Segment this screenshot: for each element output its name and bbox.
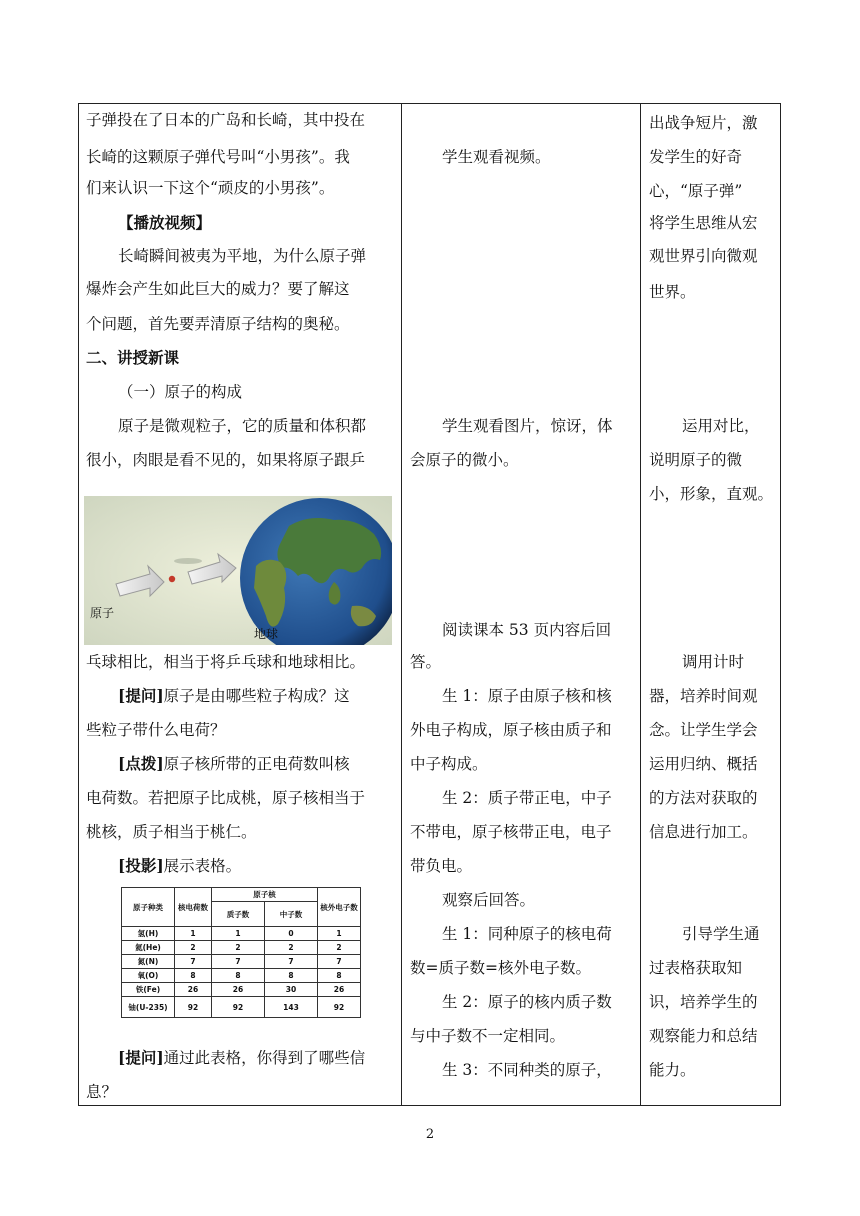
tag-projection: [投影] [118,856,164,875]
column-divider-2 [640,103,641,1106]
text-line: 们来认识一下这个“顽皮的小男孩”。 [86,179,335,197]
text-line: 运用归纳、概括 [649,755,758,773]
text-line: 生 1：同种原子的核电荷 [442,925,612,943]
text-line: 能力。 [649,1061,696,1079]
text-line: 带负电。 [410,857,473,875]
text-line: 个问题，首先要弄清原子结构的奥秘。 [86,315,350,333]
text-line: 学生观看视频。 [442,148,551,166]
table-header: 核外电子数 [318,888,361,927]
table-header: 原子种类 [122,888,175,927]
table-header: 原子核 [212,888,318,902]
section-heading: 二、讲授新课 [86,348,180,367]
text-line: 数=质子数=核外电子数。 [410,959,591,977]
text-line: 生 1：原子由原子核和核 [442,687,612,705]
table-subheader: 中子数 [265,902,318,927]
table-row: 氮(N) 7 7 7 7 [122,955,361,969]
text-line: 调用计时 [682,653,745,671]
text-line: 会原子的微小。 [410,451,519,469]
text-line: 与中子数不一定相同。 [410,1027,566,1045]
text-line: 长崎瞬间被夷为平地，为什么原子弹 [118,247,367,265]
text-line: 生 2：原子的核内质子数 [442,993,612,1011]
text-line: 出战争短片，激 [649,114,758,132]
table-row: 铀(U-235) 92 92 143 92 [122,997,361,1018]
text-line: 乓球相比，相当于将乒乓球和地球相比。 [86,653,366,671]
tag-question: [提问] [118,1048,164,1067]
text-line: 运用对比， [682,417,760,435]
earth-label: 地球 [254,627,279,641]
text-line: 阅读课本 53 页内容后回 [442,621,612,639]
table-row: 铁(Fe) 26 26 30 26 [122,983,361,997]
text-line: 识，培养学生的 [649,993,758,1011]
text-line: [提问]原子是由哪些粒子构成？这 [118,686,350,705]
section-tag-play-video: 【播放视频】 [118,213,212,232]
text-line: [提问]通过此表格，你得到了哪些信 [118,1048,366,1067]
text-line: 些粒子带什么电荷？ [86,721,226,739]
text-line: 世界。 [649,283,696,301]
column-divider-1 [401,103,402,1106]
text-line: 学生观看图片，惊讶，体 [442,417,613,435]
text-line: 答。 [410,653,442,671]
text-line: 的方法对获取的 [649,789,758,807]
table-row: 氢(H) 1 1 0 1 [122,927,361,941]
text-line: 很小，肉眼是看不见的，如果将原子跟乒 [86,451,366,469]
text-line: 信息进行加工。 [649,823,758,841]
table-header: 核电荷数 [175,888,212,927]
atom-earth-illustration [84,496,392,645]
text-line: 说明原子的微 [649,451,743,469]
text-line: 爆炸会产生如此巨大的威力？要了解这 [86,280,350,298]
text-line: 引导学生通 [682,925,760,943]
text-line: 念。让学生学会 [649,721,758,739]
table-row: 氦(He) 2 2 2 2 [122,941,361,955]
text-line: 原子是微观粒子，它的质量和体积都 [118,417,367,435]
table-subheader: 质子数 [212,902,265,927]
tag-hint: [点拨] [118,754,164,773]
text-line: 不带电，原子核带正电，电子 [410,823,612,841]
atom-composition-table [121,887,361,1018]
text-line: 电荷数。若把原子比成桃，原子核相当于 [86,789,366,807]
atom-label: 原子 [90,606,115,620]
text-line: [点拨]原子核所带的正电荷数叫核 [118,754,350,773]
text-line: 生 3：不同种类的原子， [442,1061,612,1079]
atom-earth-figure [84,496,392,645]
text-line: [投影]展示表格。 [118,856,242,875]
text-line: 外电子构成，原子核由质子和 [410,721,612,739]
atom-dot [169,576,175,582]
text-line: 中子构成。 [410,755,488,773]
text-line: 观世界引向微观 [649,247,758,265]
text-line: 小，形象，直观。 [649,485,774,503]
text-line: 将学生思维从宏 [649,214,758,232]
text-line: 桃核，质子相当于桃仁。 [86,823,257,841]
text-line: 子弹投在了日本的广岛和长崎，其中投在 [86,111,366,129]
text-line: 观察能力和总结 [649,1027,758,1045]
text-line: 长崎的这颗原子弹代号叫“小男孩”。我 [86,148,350,166]
table-row: 氧(O) 8 8 8 8 [122,969,361,983]
text-line: 过表格获取知 [649,959,743,977]
text-line: 观察后回答。 [442,891,536,909]
text-line: 发学生的好奇 [649,148,743,166]
tag-question: [提问] [118,686,164,705]
text-line: 生 2：质子带正电，中子 [442,789,612,807]
text-line: 心，“原子弹” [649,182,743,200]
text-line: 器，培养时间观 [649,687,758,705]
subsection-heading: （一）原子的构成 [118,383,243,401]
page-number: 2 [425,1127,435,1142]
text-line: 息？ [86,1083,118,1101]
